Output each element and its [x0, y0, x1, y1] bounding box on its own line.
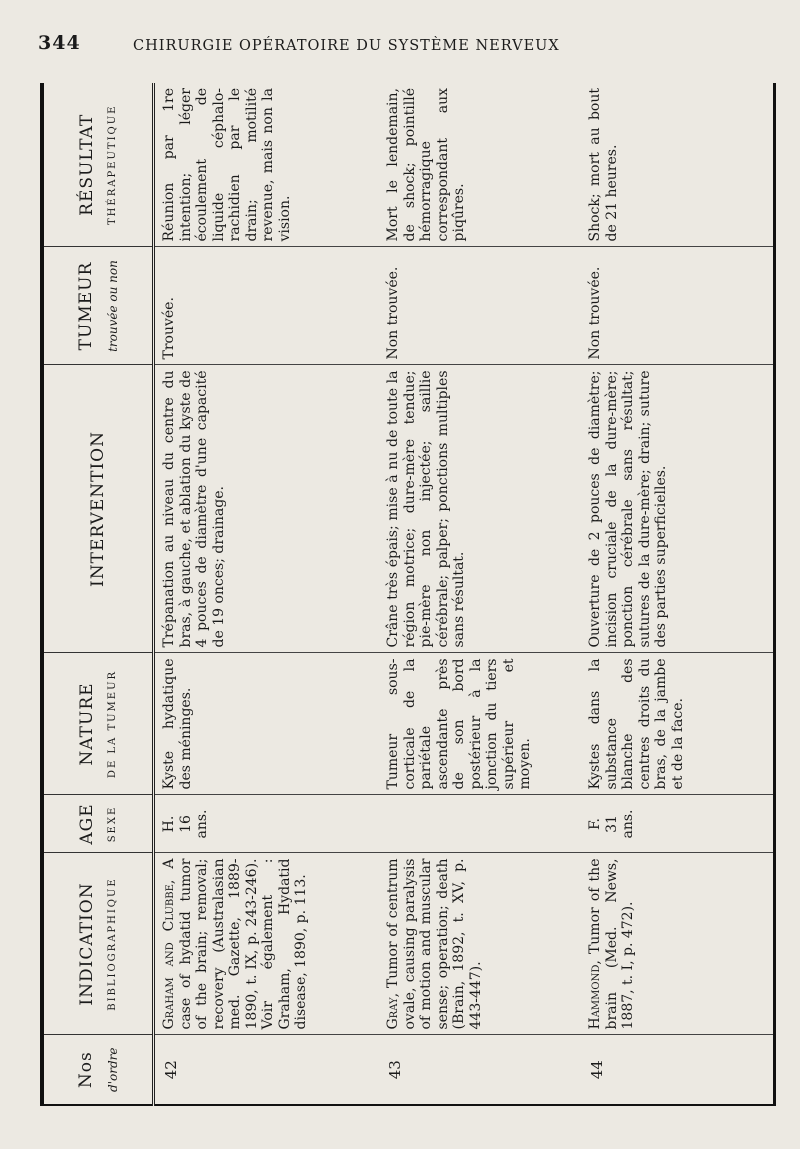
col-header-nature: NATURE DE LA TUMEUR	[42, 653, 154, 795]
col-header-resultat: RÉSULTAT THÉRAPEUTIQUE	[42, 83, 154, 247]
case-intervention: Ouverture de 2 pouces de diamètre; incision cruciale de la dure-mère; ponction cérébrale sans résultat; sutures de la dure-mère; drain; suture des parties superficielles.	[581, 365, 775, 653]
case-intervention: Trépanation au niveau du centre du bras, à gauche, et ablation du kyste de 4 pouces de diamètre d'une capacité de 19 onces; drainage.	[154, 365, 380, 653]
case-indication	[154, 853, 380, 1035]
col-header-intervention: INTERVENTION	[42, 365, 154, 653]
case-reference: Tumor of centrum ovale, causing paralysis of motion and muscular sense; operation; death (Brain, 1892, t. XV, p. 443-447).	[385, 858, 484, 1030]
case-age: 16 ans.	[177, 809, 211, 839]
case-age-sex	[154, 795, 380, 853]
case-number: 42	[154, 1035, 380, 1105]
case-resultat: Mort le lendemain, de shock; pointillé hémorragique correspondant aux piqûres.	[385, 88, 468, 242]
case-tumeur: Non trouvée.	[379, 247, 581, 365]
case-sex: F.	[587, 818, 603, 830]
case-tumeur: Trouvée.	[154, 247, 380, 365]
page-header	[0, 0, 800, 70]
case-age: 31 ans.	[603, 809, 637, 839]
case-nature: Kyste hydatique des méninges.	[154, 653, 380, 795]
table-header-row	[42, 83, 154, 1105]
table-row	[581, 83, 775, 1105]
case-reference: Tumor of the brain (Med. News, 1887, t. I, p. 472).	[587, 858, 637, 1030]
col-header-number: Nos d'ordre	[42, 1035, 154, 1105]
case-reference: A case of hydatid tumor of the brain; removal; recovery (Australasian med. Gazette, 1889-1890, t. IX, p. 243-246). Voir également : Graham, Hydatid disease, 1890, p. 113.	[161, 858, 310, 1030]
case-number: 43	[379, 1035, 581, 1105]
table-row	[154, 83, 380, 1105]
case-resultat: Réunion par 1re intention; léger écoulement de liquide céphalo-rachidien par le drain; motilité revenue, mais non la vision.	[161, 88, 293, 242]
col-header-age: AGE SEXE	[42, 795, 154, 853]
rotated-table-container	[40, 84, 765, 1106]
case-indication	[581, 853, 775, 1035]
case-author: Graham and Clubbe,	[161, 879, 177, 1030]
running-title: CHIRURGIE OPÉRATOIRE DU SYSTÈME NERVEUX	[133, 38, 560, 54]
page-number: 344	[38, 32, 81, 54]
case-intervention: Crâne très épais; mise à nu de toute la région motrice; dure-mère tendue; pie-mère non injectée; saillie cérébrale; palper; ponctions multiples sans résultat.	[379, 365, 581, 653]
case-resultat: Shock; mort au bout de 21 heures.	[587, 88, 620, 242]
case-nature: Kystes dans la substance blanche des centres droits du bras, de la jambe et de la face.	[581, 653, 775, 795]
table-row	[379, 83, 581, 1105]
case-tumeur: Non trouvée.	[581, 247, 775, 365]
case-author: Hammond,	[587, 960, 603, 1030]
case-author: Gray,	[385, 992, 401, 1030]
case-age-sex	[379, 795, 581, 853]
case-table	[40, 83, 776, 1106]
case-nature: Tumeur sous-corticale de la pariétale ascendante près de son bord postérieur à la jonction du tiers supérieur et moyen.	[379, 653, 581, 795]
case-sex: H.	[161, 815, 177, 833]
case-number: 44	[581, 1035, 775, 1105]
case-age-sex	[581, 795, 775, 853]
col-header-indication: INDICATION BIBLIOGRAPHIQUE	[42, 853, 154, 1035]
case-indication	[379, 853, 581, 1035]
col-header-tumeur: TUMEUR trouvée ou non	[42, 247, 154, 365]
